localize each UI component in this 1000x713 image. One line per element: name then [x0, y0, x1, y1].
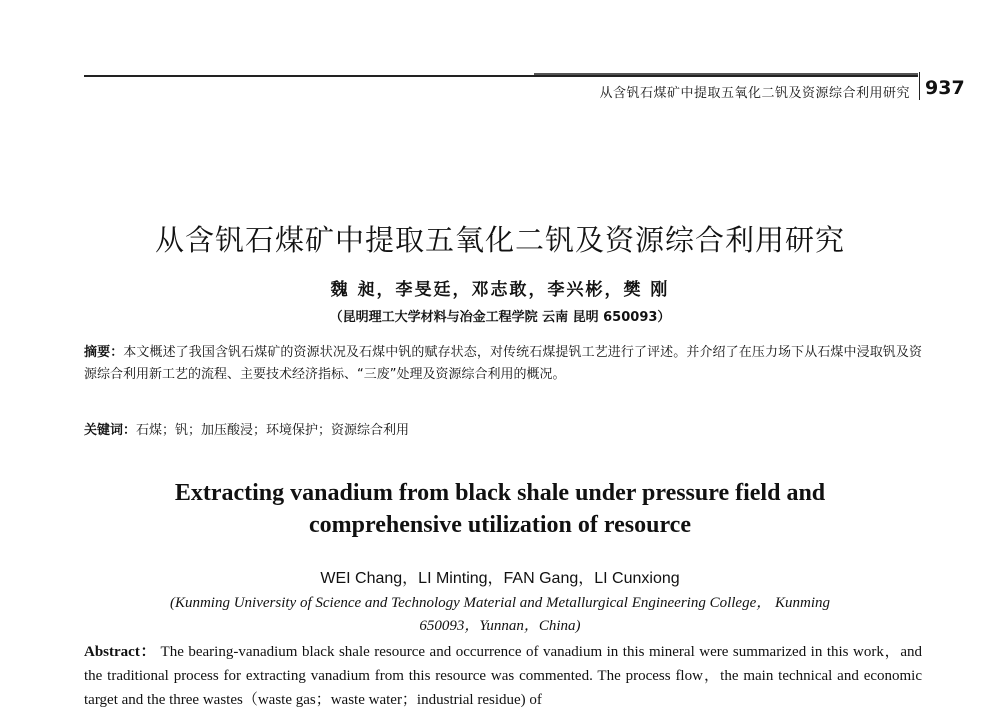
- english-affiliation: (Kunming University of Science and Technology Material and Metallurgical Engineering College， Kunming 650093，Yunnan，China): [169, 595, 831, 634]
- running-header: 从含钒石煤矿中提取五氧化二钒及资源综合利用研究: [599, 86, 910, 101]
- english-authors: WEI Chang，LI Minting，FAN Gang，LI Cunxiong: [320, 570, 680, 587]
- chinese-abstract-text: 本文概述了我国含钒石煤矿的资源状况及石煤中钒的赋存状态，对传统石煤提钒工艺进行了评述。并介绍了在压力场下从石煤中浸取钒及资源综合利用新工艺的流程、主要技术经济指标、“三废”处理及资源综合利用的概况。: [84, 345, 922, 382]
- chinese-abstract: [84, 342, 922, 386]
- english-abstract-text: The bearing-vanadium black shale resource and occurrence of vanadium in this mineral were summarized in this work，and the traditional process for extracting vanadium from this resource was commented. The process flow，the main technical and economic target and the three wastes（waste gas；waste water；industrial residue) of: [84, 644, 922, 708]
- chinese-affiliation: （昆明理工大学材料与冶金工程学院 云南 昆明 650093）: [329, 310, 671, 325]
- page-number: 937: [925, 77, 965, 99]
- chinese-title: 从含钒石煤矿中提取五氧化二钒及资源综合利用研究: [154, 223, 845, 257]
- english-title: Extracting vanadium from black shale under pressure field and comprehensive utilization of resource: [174, 480, 826, 538]
- header-separator: [919, 72, 920, 100]
- chinese-keywords-text: 石煤；钒；加压酸浸；环境保护；资源综合利用: [136, 423, 410, 438]
- header-rule: [84, 75, 918, 77]
- english-abstract-label: Abstract：: [84, 644, 157, 660]
- chinese-keywords: [84, 419, 922, 438]
- english-abstract: [84, 640, 922, 712]
- chinese-keywords-label: 关键词：: [84, 423, 137, 438]
- chinese-abstract-label: 摘要：: [84, 345, 124, 360]
- chinese-authors: 魏 昶，李旻廷，邓志敢，李兴彬，樊 刚: [330, 280, 670, 300]
